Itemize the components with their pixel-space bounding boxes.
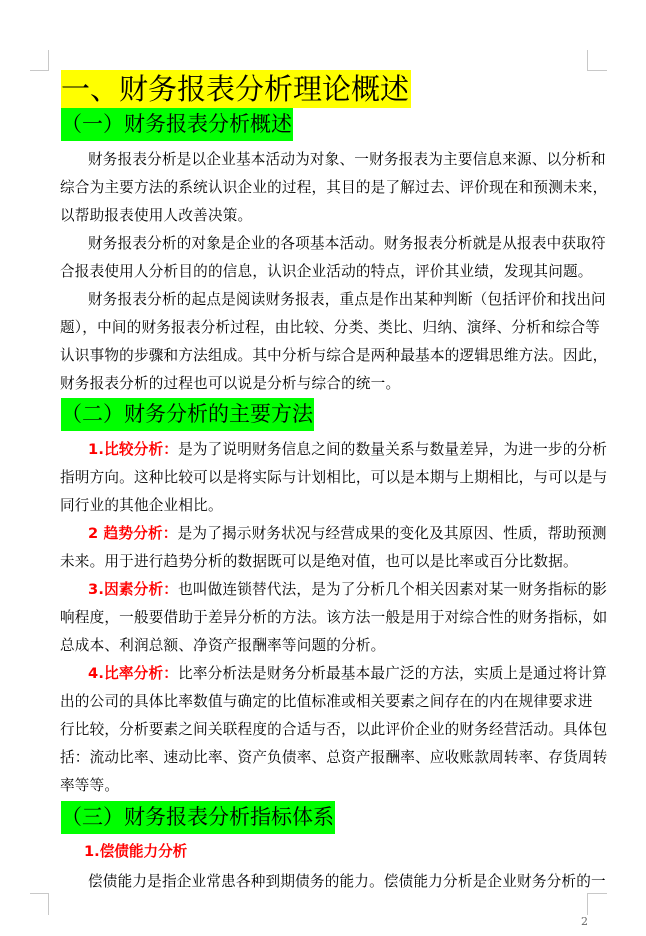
section-1-heading: （一）财务报表分析概述 — [61, 108, 293, 141]
crop-mark-top-right-v — [587, 50, 588, 70]
paragraph-line: 财务报表分析的过程也可以说是分析与综合的统一。 — [60, 375, 401, 392]
method-3-text: 也叫做连锁替代法，是为了分析几个相关因素对某一财务指标的影 — [178, 581, 608, 598]
paragraph-line: 财务报表分析的对象是企业的各项基本活动。财务报表分析就是从报表中获取符 — [88, 235, 606, 252]
section-2-heading: （二）财务分析的主要方法 — [61, 398, 314, 431]
heading-1: 一、财务报表分析理论概述 — [61, 72, 410, 106]
paragraph-line: 行比较，分析要素之间关联程度的合适与否，以此评价企业的财务经营活动。具体包 — [60, 721, 608, 738]
paragraph-line: 财务报表分析的起点是阅读财务报表，重点是作出某种判断（包括评价和找出问 — [88, 291, 606, 308]
paragraph-line: 以帮助报表使用人改善决策。 — [60, 207, 253, 224]
crop-mark-top-left-v — [48, 50, 49, 70]
method-1-text: 是为了说明财务信息之间的数量关系与数量差异，为进一步的分析 — [178, 441, 608, 458]
paragraph-line: 括：流动比率、速动比率、资产负债率、总资产报酬率、应收账款周转率、存货周转 — [60, 749, 608, 766]
paragraph-line: 财务报表分析是以企业基本活动为对象、一财务报表为主要信息来源、以分析和 — [88, 151, 606, 168]
method-4-line — [88, 664, 608, 684]
section-3-subheading: 1.偿债能力分析 — [84, 843, 188, 860]
section-3-heading: （三）财务报表分析指标体系 — [61, 801, 335, 834]
paragraph-line: 综合为主要方法的系统认识企业的过程，其目的是了解过去、评价现在和预测未来， — [60, 179, 608, 196]
paragraph-line: 认识事物的步骤和方法组成。其中分析与综合是两种最基本的逻辑思维方法。因此， — [60, 347, 608, 364]
paragraph-line: 合报表使用人分析目的的信息，认识企业活动的特点，评价其业绩，发现其问题。 — [60, 263, 593, 280]
method-1-line — [88, 440, 608, 460]
paragraph-line: 指明方向。这种比较可以是将实际与计划相比，可以是本期与上期相比，与可以是与 — [60, 469, 608, 486]
paragraph-line: 题），中间的财务报表分析过程，由比较、分类、类比、归纳、演绎、分析和综合等 — [60, 319, 601, 336]
page-number: 2 — [581, 915, 588, 928]
paragraph-line: 未来。用于进行趋势分析的数据既可以是绝对值，也可以是比率或百分比数据。 — [60, 553, 578, 570]
crop-mark-top-right-h — [587, 70, 607, 71]
method-2-label: 2 趋势分析： — [88, 525, 178, 542]
method-3-label: 3.因素分析： — [88, 581, 179, 598]
paragraph-line: 出的公司的具体比率数值与确定的比值标准或相关要素之间存在的内在规律要求进 — [60, 693, 593, 710]
method-4-label: 4.比率分析： — [88, 665, 179, 682]
paragraph-line: 偿债能力是指企业常患各种到期债务的能力。偿债能力分析是企业财务分析的一 — [88, 873, 606, 890]
crop-mark-bottom-right-h — [587, 893, 607, 894]
method-2-line — [88, 524, 607, 544]
paragraph-line: 响程度，一般要借助于差异分析的方法。该方法一般是用于对综合性的财务指标，如 — [60, 609, 608, 626]
method-1-label: 1.比较分析： — [88, 441, 179, 458]
method-2-text: 是为了揭示财务状况与经营成果的变化及其原因、性质，帮助预测 — [177, 525, 607, 542]
paragraph-line: 率等等。 — [60, 777, 120, 794]
paragraph-line: 总成本、利润总额、净资产报酬率等问题的分析。 — [60, 637, 386, 654]
crop-mark-bottom-right-v — [587, 893, 588, 915]
method-3-line — [88, 580, 608, 600]
crop-mark-bottom-left-v — [48, 893, 49, 915]
crop-mark-top-left-h — [30, 70, 49, 71]
method-4-text: 比率分析法是财务分析最基本最广泛的方法，实质上是通过将计算 — [178, 665, 608, 682]
crop-mark-bottom-left-h — [30, 893, 49, 894]
paragraph-line: 同行业的其他企业相比。 — [60, 497, 223, 514]
